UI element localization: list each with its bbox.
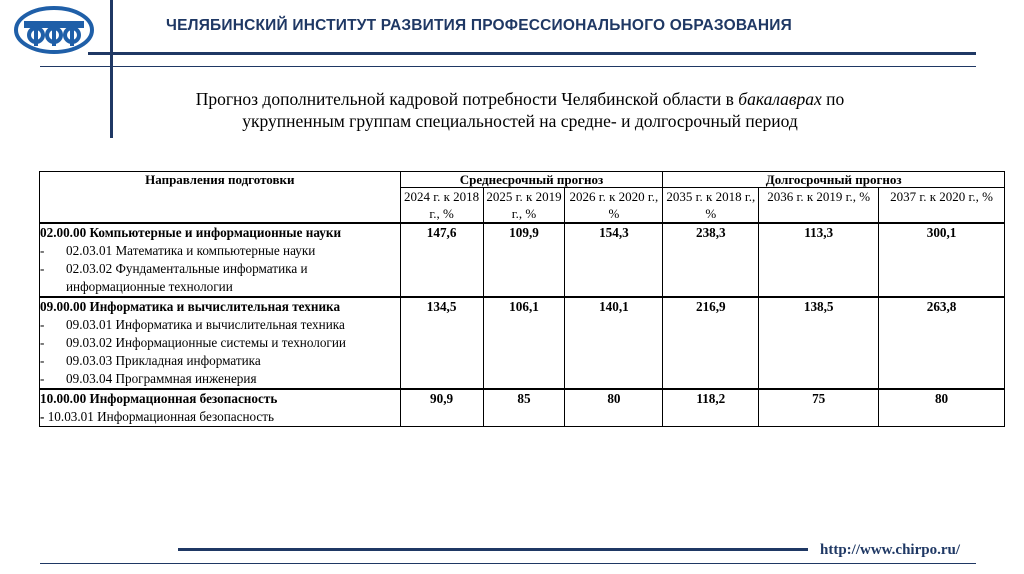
header-divider-horizontal [88,52,976,55]
value-cell: 85 [483,389,565,427]
period-header: 2036 г. к 2019 г., % [759,188,879,224]
long-term-header: Долгосрочный прогноз [663,172,1005,188]
period-header: 2024 г. к 2018 г., % [400,188,483,224]
table-row [40,297,1005,389]
header-divider-vertical [110,0,113,138]
value-cell: 138,5 [759,297,879,389]
direction-group-title: 02.00.00 Компьютерные и информационные науки [40,225,342,240]
direction-cell [40,223,401,297]
chirpo-logo-icon [14,6,94,54]
value-cell: 75 [759,389,879,427]
direction-group-title: 10.00.00 Информационная безопасность [40,391,278,406]
page-subtitle: Прогноз дополнительной кадровой потребности Челябинской области в бакалаврах по укрупненным группам специальностей на средне- и долгосрочный период [195,89,845,131]
header-divider-thin [40,66,976,67]
period-header: 2025 г. к 2019 г., % [483,188,565,224]
value-cell: 134,5 [400,297,483,389]
value-cell: 216,9 [663,297,759,389]
table-row [40,389,1005,427]
direction-item: - 09.03.02 Информационные системы и технологии [40,335,346,350]
value-cell: 106,1 [483,297,565,389]
direction-group-title: 09.00.00 Информатика и вычислительная техника [40,299,341,314]
direction-item: - 02.03.02 Фундаментальные информатика и информационные технологии [40,261,308,294]
value-cell: 113,3 [759,223,879,297]
value-cell: 147,6 [400,223,483,297]
direction-item: - 09.03.01 Информатика и вычислительная техника [40,317,345,332]
value-cell: 140,1 [565,297,663,389]
direction-item: - 02.03.01 Математика и компьютерные науки [40,243,316,258]
value-cell: 238,3 [663,223,759,297]
direction-cell [40,297,401,389]
direction-item: - 09.03.03 Прикладная информатика [40,353,261,368]
period-header: 2035 г. к 2018 г., % [663,188,759,224]
site-url-link[interactable]: http://www.chirpo.ru/ [820,542,961,558]
value-cell: 118,2 [663,389,759,427]
value-cell: 80 [565,389,663,427]
direction-item: - 09.03.04 Программная инженерия [40,371,257,386]
table-row [40,223,1005,297]
footer-divider-thick [178,548,808,551]
value-cell: 154,3 [565,223,663,297]
period-header: 2026 г. к 2020 г., % [565,188,663,224]
medium-term-header: Среднесрочный прогноз [400,172,663,188]
value-cell: 80 [879,389,1005,427]
forecast-table [39,171,1005,427]
value-cell: 109,9 [483,223,565,297]
value-cell: 300,1 [879,223,1005,297]
institute-title: ЧЕЛЯБИНСКИЙ ИНСТИТУТ РАЗВИТИЯ ПРОФЕССИОНАЛЬНОГО ОБРАЗОВАНИЯ [166,17,792,34]
value-cell: 90,9 [400,389,483,427]
direction-cell [40,389,401,427]
footer-divider-thin [40,563,976,564]
period-header: 2037 г. к 2020 г., % [879,188,1005,224]
directions-header: Направления подготовки [40,172,401,224]
direction-item: - 10.03.01 Информационная безопасность [40,409,275,424]
value-cell: 263,8 [879,297,1005,389]
